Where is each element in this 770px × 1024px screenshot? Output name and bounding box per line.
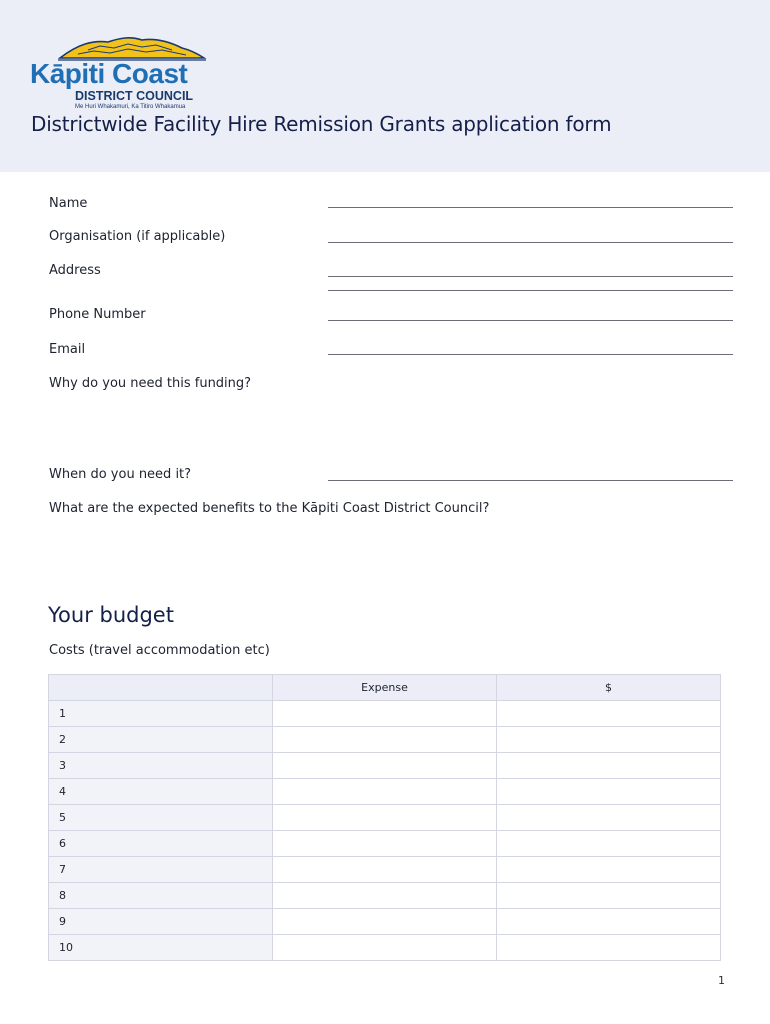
amount-cell[interactable] [497,857,721,883]
logo-tagline: Me Huri Whakamuri, Ka Titiro Whakamua [75,104,186,110]
amount-cell[interactable] [497,805,721,831]
budget-table [48,674,721,961]
expense-cell[interactable] [273,701,497,727]
table-row [49,831,721,857]
amount-cell[interactable] [497,883,721,909]
amount-cell[interactable] [497,779,721,805]
column-header-number [49,675,273,701]
row-number: 6 [49,831,273,857]
amount-cell[interactable] [497,909,721,935]
when-needed-field[interactable] [328,480,733,481]
column-header-expense: Expense [273,675,497,701]
logo-subtitle: DISTRICT COUNCIL [75,89,194,103]
email-label: Email [49,342,86,357]
table-row [49,857,721,883]
expense-cell[interactable] [273,857,497,883]
document-header [0,0,770,172]
table-row [49,753,721,779]
amount-cell[interactable] [497,831,721,857]
row-number: 4 [49,779,273,805]
expected-benefits-label: What are the expected benefits to the Kāpiti Coast District Council? [49,501,490,516]
row-number: 7 [49,857,273,883]
column-header-amount: $ [497,675,721,701]
expense-cell[interactable] [273,753,497,779]
costs-label: Costs (travel accommodation etc) [49,643,270,658]
expense-cell[interactable] [273,883,497,909]
email-field[interactable] [328,354,733,355]
row-number: 9 [49,909,273,935]
table-row [49,779,721,805]
address-label: Address [49,263,101,278]
expense-cell[interactable] [273,727,497,753]
name-field[interactable] [328,207,733,208]
row-number: 1 [49,701,273,727]
organisation-label: Organisation (if applicable) [49,229,226,244]
document-title: Districtwide Facility Hire Remission Grants application form [31,112,612,136]
funding-reason-label: Why do you need this funding? [49,376,252,391]
expense-cell[interactable] [273,909,497,935]
address-field-line-1[interactable] [328,276,733,277]
expense-cell[interactable] [273,805,497,831]
amount-cell[interactable] [497,727,721,753]
address-field-line-2[interactable] [328,290,733,291]
table-row [49,805,721,831]
row-number: 2 [49,727,273,753]
phone-label: Phone Number [49,307,146,322]
table-header-row [49,675,721,701]
phone-field[interactable] [328,320,733,321]
budget-heading: Your budget [48,603,174,627]
table-row [49,727,721,753]
table-row [49,883,721,909]
amount-cell[interactable] [497,935,721,961]
table-row [49,701,721,727]
amount-cell[interactable] [497,753,721,779]
row-number: 8 [49,883,273,909]
expense-cell[interactable] [273,779,497,805]
row-number: 10 [49,935,273,961]
table-row [49,909,721,935]
row-number: 5 [49,805,273,831]
page-number: 1 [718,974,725,987]
expense-cell[interactable] [273,831,497,857]
name-label: Name [49,196,88,211]
council-logo [30,36,210,116]
organisation-field[interactable] [328,242,733,243]
row-number: 3 [49,753,273,779]
table-row [49,935,721,961]
amount-cell[interactable] [497,701,721,727]
expense-cell[interactable] [273,935,497,961]
logo-name: Kāpiti Coast [30,58,188,89]
when-needed-label: When do you need it? [49,467,192,482]
